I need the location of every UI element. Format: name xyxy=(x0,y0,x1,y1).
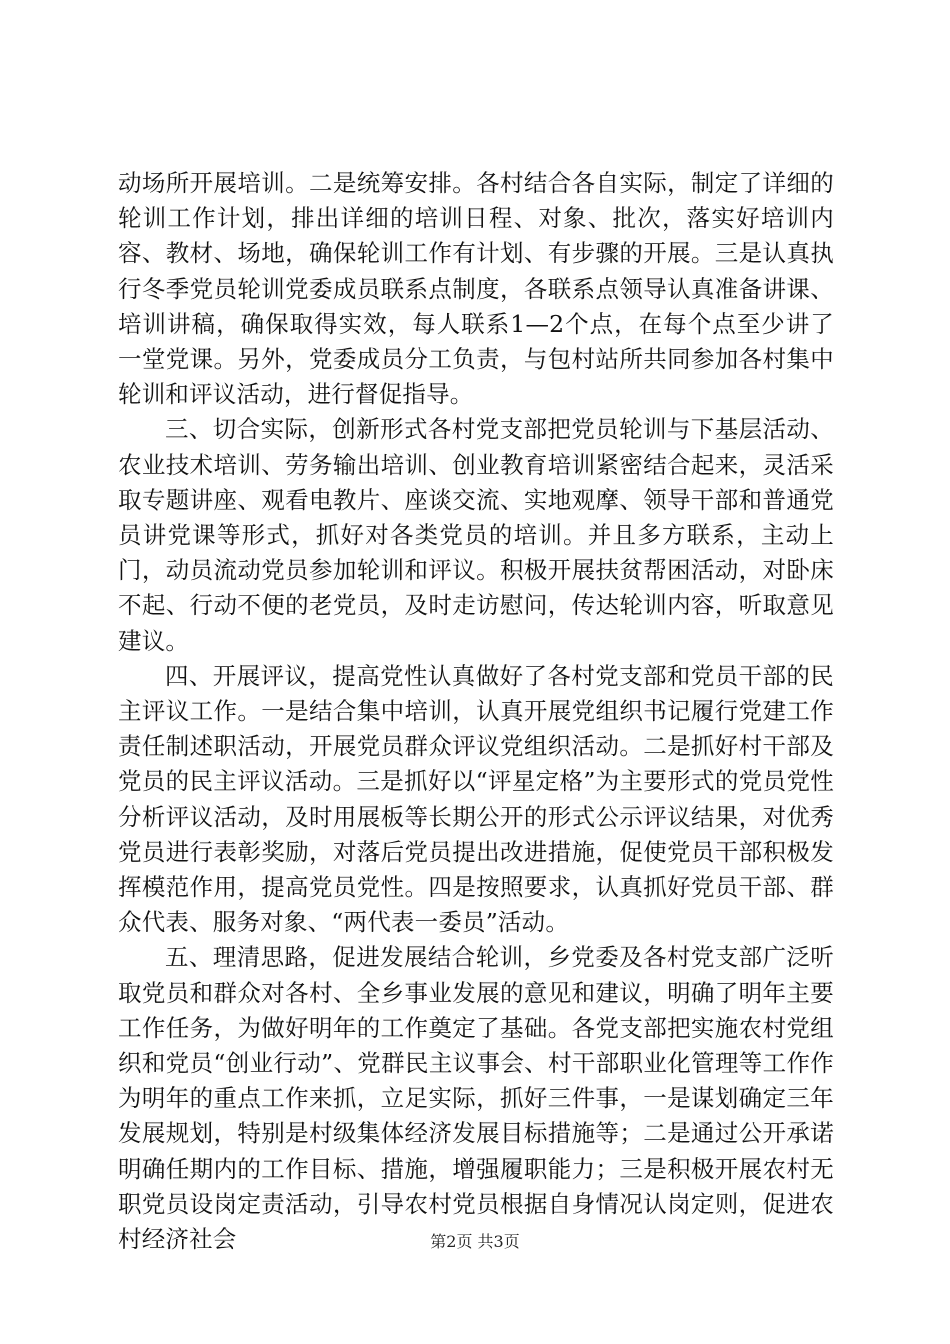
document-body xyxy=(118,166,834,1257)
paragraph-3: 四、开展评议，提高党性认真做好了各村党支部和党员干部的民主评议工作。一是结合集中培训，认真开展党组织书记履行党建工作责任制述职活动，开展党员群众评议党组织活动。二是抓好村干部及党员的民主评议活动。三是抓好以“评星定格”为主要形式的党员党性分析评议活动，及时用展板等长期公开的形式公示评议结果，对优秀党员进行表彰奖励，对落后党员提出改进措施，促使党员干部积极发挥模范作用，提高党员党性。四是按照要求，认真抓好党员干部、群众代表、服务对象、“两代表一委员”活动。 xyxy=(118,661,834,937)
page-number-footer: 第2页 共3页 xyxy=(430,1232,520,1251)
paragraph-1: 动场所开展培训。二是统筹安排。各村结合各自实际，制定了详细的轮训工作计划，排出详细的培训日程、对象、批次，落实好培训内容、教材、场地，确保轮训工作有计划、有步骤的开展。三是认真执行冬季党员轮训党委成员联系点制度，各联系点领导认真准备讲课、培训讲稿，确保取得实效，每人联系1—2个点，在每个点至少讲了一堂党课。另外，党委成员分工负责，与包村站所共同参加各村集中轮训和评议活动，进行督促指导。 xyxy=(118,169,834,409)
paragraph-2: 三、切合实际，创新形式各村党支部把党员轮训与下基层活动、农业技术培训、劳务输出培训、创业教育培训紧密结合起来，灵活采取专题讲座、观看电教片、座谈交流、实地观摩、领导干部和普通党员讲党课等形式，抓好对各类党员的培训。并且多方联系，主动上门，动员流动党员参加轮训和评议。积极开展扶贫帮困活动，对卧床不起、行动不便的老党员，及时走访慰问，传达轮训内容，听取意见建议。 xyxy=(118,415,834,655)
paragraph-4: 五、理清思路，促进发展结合轮训，乡党委及各村党支部广泛听取党员和群众对各村、全乡事业发展的意见和建议，明确了明年主要工作任务，为做好明年的工作奠定了基础。各党支部把实施农村党组织和党员“创业行动”、党群民主议事会、村干部职业化管理等工作作为明年的重点工作来抓，立足实际，抓好三件事，一是谋划确定三年发展规划，特别是村级集体经济发展目标措施等；二是通过公开承诺明确任期内的工作目标、措施，增强履职能力；三是积极开展农村无职党员设岗定责活动，引导农村党员根据自身情况认岗定则，促进农村经济社会 xyxy=(118,943,834,1254)
